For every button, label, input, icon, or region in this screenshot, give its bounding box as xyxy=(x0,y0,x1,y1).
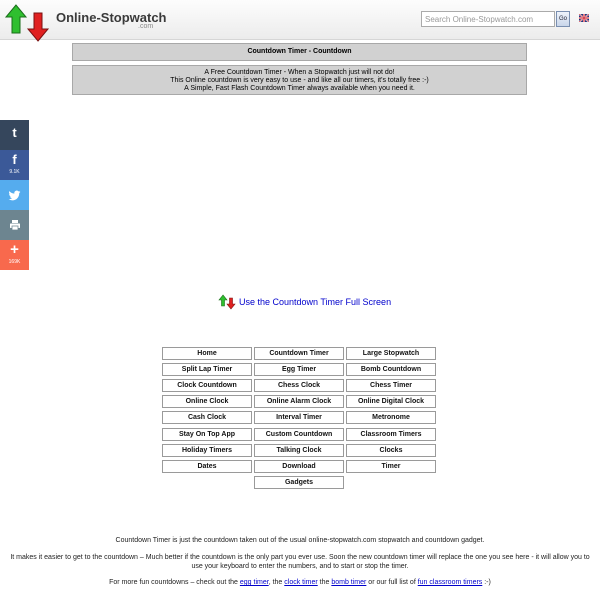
intro-line: A Free Countdown Timer - When a Stopwatch just will not do! xyxy=(204,69,395,76)
brand-domain: .com xyxy=(138,23,154,30)
print-share-button[interactable] xyxy=(0,210,29,240)
nav-button-clocks[interactable]: Clocks xyxy=(346,444,436,457)
footer-line: use your keyboard to enter the numbers, and to start or stop the timer. xyxy=(191,563,409,570)
nav-button-stay-on-top-app[interactable]: Stay On Top App xyxy=(162,428,252,441)
header-bar xyxy=(0,0,600,40)
intro-line: A Simple, Fast Flash Countdown Timer always available when you need it. xyxy=(184,85,415,92)
plus-icon: + xyxy=(10,241,19,258)
nav-button-chess-timer[interactable]: Chess Timer xyxy=(346,379,436,392)
footer-line: It makes it easier to get to the countdown – Much better if the countdown is the only part you ever use. Soon the new countdown timer will replace the one you see here - it will allow you to xyxy=(10,554,590,561)
facebook-share-count: 9.1K xyxy=(9,169,20,175)
nav-button-dates[interactable]: Dates xyxy=(162,460,252,473)
nav-button-online-clock[interactable]: Online Clock xyxy=(162,395,252,408)
uk-flag-icon[interactable] xyxy=(579,14,589,22)
search-input[interactable] xyxy=(421,11,555,27)
facebook-share-button[interactable] xyxy=(0,150,29,180)
nav-button-metronome[interactable]: Metronome xyxy=(346,411,436,424)
nav-button-split-lap-timer[interactable]: Split Lap Timer xyxy=(162,363,252,376)
nav-button-large-stopwatch[interactable]: Large Stopwatch xyxy=(346,347,436,360)
search-go-button[interactable]: Go xyxy=(556,11,570,27)
nav-button-online-alarm-clock[interactable]: Online Alarm Clock xyxy=(254,395,344,408)
tumblr-icon: t xyxy=(12,125,17,140)
nav-button-cash-clock[interactable]: Cash Clock xyxy=(162,411,252,424)
nav-button-custom-countdown[interactable]: Custom Countdown xyxy=(254,428,344,441)
nav-button-home[interactable]: Home xyxy=(162,347,252,360)
nav-button-timer[interactable]: Timer xyxy=(346,460,436,473)
footer-text-fragment: For more fun countdowns – check out the xyxy=(109,579,240,586)
small-logo-arrows-icon xyxy=(218,294,236,310)
footer-links-line xyxy=(0,578,600,587)
nav-button-gadgets[interactable]: Gadgets xyxy=(254,476,344,489)
fullscreen-link[interactable]: Use the Countdown Timer Full Screen xyxy=(239,297,392,307)
nav-button-chess-clock[interactable]: Chess Clock xyxy=(254,379,344,392)
total-share-count: 169K xyxy=(8,259,21,265)
nav-button-bomb-countdown[interactable]: Bomb Countdown xyxy=(346,363,436,376)
intro-box xyxy=(72,65,527,95)
footer-text-fragment: or our full list of xyxy=(366,579,418,586)
nav-button-online-digital-clock[interactable]: Online Digital Clock xyxy=(346,395,436,408)
nav-button-interval-timer[interactable]: Interval Timer xyxy=(254,411,344,424)
nav-button-classroom-timers[interactable]: Classroom Timers xyxy=(346,428,436,441)
clock-timer-link[interactable]: clock timer xyxy=(284,579,318,586)
twitter-icon xyxy=(8,189,21,202)
brand-name[interactable]: Online-Stopwatch xyxy=(56,10,167,25)
footer-text-fragment: :-) xyxy=(482,579,491,586)
egg-timer-link[interactable]: egg timer xyxy=(239,579,269,586)
nav-button-countdown-timer[interactable]: Countdown Timer xyxy=(254,347,344,360)
nav-button-download[interactable]: Download xyxy=(254,460,344,473)
classroom-timers-link[interactable]: fun classroom timers xyxy=(417,579,483,586)
nav-button-holiday-timers[interactable]: Holiday Timers xyxy=(162,444,252,457)
intro-line: This Online countdown is very easy to use - and like all our timers, it's totally free :-) xyxy=(170,77,429,84)
page-title: Countdown Timer - Countdown xyxy=(72,43,527,61)
footer-text-fragment: the xyxy=(317,579,332,586)
more-share-button[interactable] xyxy=(0,240,29,270)
nav-button-talking-clock[interactable]: Talking Clock xyxy=(254,444,344,457)
footer-text-fragment: , the xyxy=(268,579,285,586)
logo-arrows-icon[interactable] xyxy=(4,3,52,43)
twitter-share-button[interactable] xyxy=(0,180,29,210)
nav-button-clock-countdown[interactable]: Clock Countdown xyxy=(162,379,252,392)
printer-icon xyxy=(9,219,21,231)
footer-line: Countdown Timer is just the countdown taken out of the usual online-stopwatch.com stopwatch and countdown gadget. xyxy=(115,537,485,544)
tumblr-share-button[interactable] xyxy=(0,120,29,150)
bomb-timer-link[interactable]: bomb timer xyxy=(331,579,367,586)
fullscreen-link-row xyxy=(218,294,391,310)
nav-button-egg-timer[interactable]: Egg Timer xyxy=(254,363,344,376)
facebook-icon: f xyxy=(12,152,17,167)
